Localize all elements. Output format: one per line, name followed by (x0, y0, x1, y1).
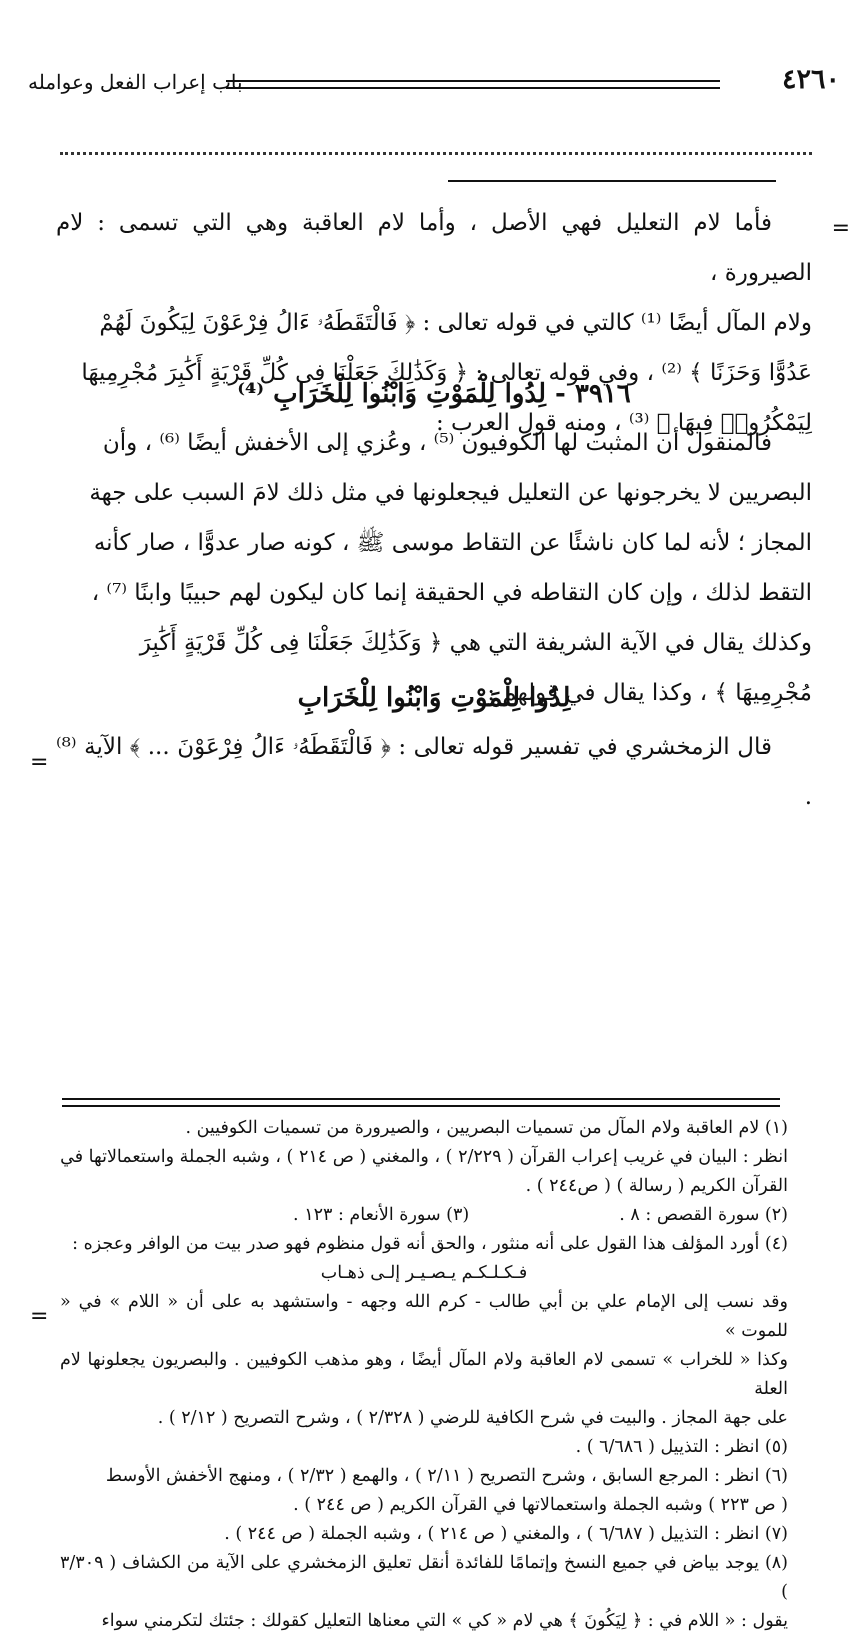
verse-repeat: لِدُوا لِلْمَوْتِ وَابْنُوا لِلْخَرَابِ (297, 683, 571, 713)
footnote-4-text: وكذا « للخراب » تسمى لام العاقبة ولام المآل أيضًا ، وهو مذهب الكوفيين . والبصريون يجعلونها لام العلة (60, 1350, 788, 1399)
text-line: فأما لام التعليل فهي الأصل ، وأما لام العاقبة وهي التي تسمى : لام الصيرورة ، (56, 210, 812, 286)
text-line: وكذلك يقال في الآية الشريفة التي هي ﴿ وَكَذَٰلِكَ جَعَلْنَا فِى كُلِّ قَرْيَةٍ أَكَٰبِرَ (139, 630, 812, 656)
footnote-4-verse: فـكـلـكـم يـصـيـر إلـى ذهـاب (320, 1263, 528, 1283)
footnote-6-text: ( ص ٢٢٣ ) وشبه الجملة واستعمالاتها في القرآن الكريم ( ص ٢٤٤ ) . (293, 1495, 788, 1515)
text-line: المجاز ؛ لأنه لما كان ناشئًا عن التقاط موسى ﷺ ، كونه صار عدوًّا ، صار كأنه (93, 530, 812, 556)
paragraph-2 (56, 418, 812, 718)
footnote-6: (٦) انظر : المرجع السابق ، وشرح التصريح ( ٢/١١ ) ، والهمع ( ٢/٣٢ ) ، ومنهج الأخفش الأوسط (105, 1466, 788, 1486)
text-line: قال الزمخشري في تفسير قوله تعالى : ﴿ فَالْتَقَطَهُۥ ءَالُ فِرْعَوْنَ ... ﴾ الآية ⁽⁸⁾ . (56, 734, 812, 810)
footnote-8-text: يقول : « اللام في : ﴿ لِيَكُونَ ﴾ هي لام « كي » التي معناها التعليل كقولك : جئتك لتكرمني سواء (101, 1611, 788, 1631)
text-line: لِيَمْكُرُوا۟ فِيهَا ﴾ ⁽³⁾ ، ومنه قول العرب : (435, 410, 812, 436)
paragraph-3 (56, 722, 812, 822)
chapter-title: باب إعراب الفعل وعوامله (28, 70, 243, 94)
footnote-3: (٣) سورة الأنعام : ١٢٣ . (293, 1205, 470, 1225)
continuation-mark-footnote: = (30, 1304, 49, 1329)
footnote-1-ref: القرآن الكريم ( رسالة ) ( ص٢٤٤ ) . (525, 1176, 788, 1196)
footnote-row-2-3 (60, 1201, 788, 1230)
footnote-4-text: وقد نسب إلى الإمام علي بن أبي طالب - كرم الله وجهه - واستشهد به على أن « اللام » في « للموت » (60, 1292, 788, 1341)
header-double-rule (226, 80, 720, 89)
footnotes (60, 1114, 788, 1636)
section-rule (448, 180, 776, 182)
text-line: عَدُوًّا وَحَزَنًا ﴾ ⁽²⁾ ، وفي قوله تعالى : ﴿ وَكَذَٰلِكَ جَعَلْنَا فِى كُلِّ قَرْيَةٍ أَكَٰبِرَ مُجْرِمِيهَا (81, 360, 812, 386)
footnote-1: (١) لام العاقبة ولام المآل من تسميات البصريين ، والصيرورة من تسميات الكوفيين . (185, 1118, 788, 1138)
text-line: فالمنقول أن المثبت لها الكوفيون ⁽⁵⁾ ، وعُزي إلى الأخفش أيضًا ⁽⁶⁾ ، وأن (102, 430, 772, 456)
footnote-7: (٧) انظر : التذييل ( ٦/٦٨٧ ) ، والمغني ( ص ٢١٤ ) ، وشبه الجملة ( ص ٢٤٤ ) . (224, 1524, 788, 1544)
text-line: مُجْرِمِيهَا ﴾ ، وكذا يقال في قولهم : (487, 680, 812, 706)
verse-heading-3916: ٣٩١٦ - لِدُوا لِلْمَوْتِ وَابْنُوا لِلْخَرَابِ ⁽⁴⁾ (237, 379, 631, 409)
footnote-4: (٤) أورد المؤلف هذا القول على أنه منثور ، والحق أنه قول منظوم فهو صدر بيت من الوافر وعجزه : (72, 1234, 788, 1254)
page-number: ٤٢٦٠ (781, 64, 840, 95)
footnote-2: (٢) سورة القصص : ٨ . (619, 1205, 788, 1225)
footnote-separator (62, 1098, 780, 1107)
footnote-8: (٨) يوجد بياض في جميع النسخ وإتمامًا للفائدة أنقل تعليق الزمخشري على الآية من الكشاف ( ٣/٣٠٩ ) (60, 1553, 788, 1602)
continuation-mark-top: = (831, 216, 850, 241)
footnote-1-ref: انظر : البيان في غريب إعراب القرآن ( ٢/٢٢٩ ) ، والمغني ( ص ٢١٤ ) ، وشبه الجملة واستعمالاتها في (60, 1147, 788, 1167)
page-header (28, 62, 840, 102)
text-line: ولام المآل أيضًا ⁽¹⁾ كالتي في قوله تعالى : ﴿ فَالْتَقَطَهُۥ ءَالُ فِرْعَوْنَ لِيَكُونَ لَهُمْ (99, 310, 812, 336)
continuation-mark-bottom: = (30, 750, 49, 775)
footnote-4-text: على جهة المجاز . والبيت في شرح الكافية للرضي ( ٢/٣٢٨ ) ، وشرح التصريح ( ٢/١٢ ) . (157, 1408, 788, 1428)
text-line: التقط لذلك ، وإن كان التقاطه في الحقيقة إنما كان ليكون لهم حبيبًا وابنًا ⁽⁷⁾ ، (91, 580, 812, 606)
omission-dots (60, 142, 812, 155)
footnote-5: (٥) انظر : التذييل ( ٦/٦٨٦ ) . (575, 1437, 788, 1457)
text-line: البصريين لا يخرجونها عن التعليل فيجعلونها في مثل ذلك لامَ السبب على جهة (89, 480, 812, 506)
